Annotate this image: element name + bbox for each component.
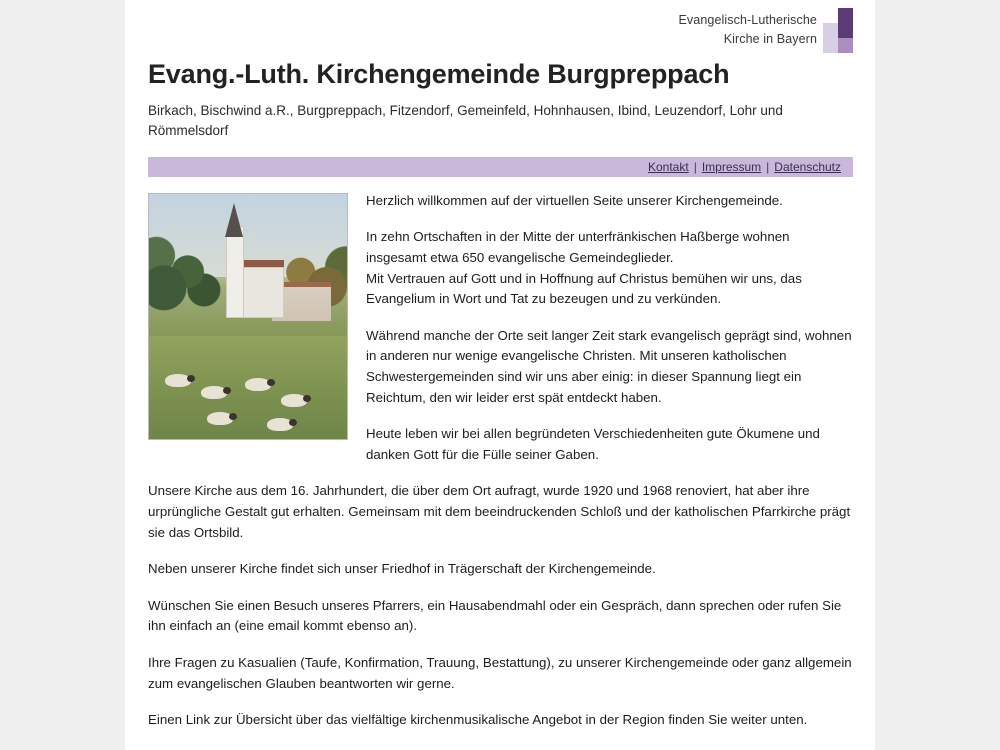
main-content (148, 58, 853, 747)
paragraph-ecumenism-today: Heute leben wir bei allen begründeten Verschiedenheiten gute Ökumene und danken Gott für die Fülle seiner Gaben. (366, 426, 820, 462)
photo-sheep (245, 378, 271, 391)
nav-separator: | (693, 159, 697, 174)
paragraph-mission: Mit Vertrauen auf Gott und in Hoffnung auf Christus bemühen wir uns, das Evangelium in Wort und Tat zu bezeugen und zu verkünden. (366, 270, 802, 307)
nav-separator: | (766, 159, 770, 174)
paragraph-pastor-visit: Wünschen Sie einen Besuch unseres Pfarrers, ein Hausabendmahl oder ein Gespräch, dann sprechen oder rufen Sie ihn einfach an (eine email kommt ebenso an). (148, 597, 842, 634)
content-sheet (125, 0, 875, 750)
logo-line-1: Evangelisch-Lutherische (678, 13, 817, 27)
nav-link-kontakt[interactable]: Kontakt (648, 159, 689, 174)
logo-square (823, 38, 838, 53)
logo-line-2: Kirche in Bayern (723, 32, 817, 47)
paragraph-music-link: Einen Link zur Übersicht über das vielfältige kirchenmusikalische Angebot in der Region finden Sie weiter unten. (148, 712, 808, 728)
logo-square (838, 38, 853, 53)
logo-text (679, 8, 818, 50)
logo-row-top (823, 8, 853, 23)
article-body (148, 191, 853, 731)
nav-bar (148, 157, 853, 177)
logo-square (838, 23, 853, 38)
photo-church-spire (225, 203, 243, 237)
logo-row-mid (823, 23, 853, 38)
photo-sheep (201, 386, 227, 399)
paragraph-members: In zehn Ortschaften in der Mitte der unterfränkischen Haßberge wohnen insgesamt etwa 650 evangelische Gemeindeglieder. (366, 229, 790, 265)
page-subtitle: Birkach, Bischwind a.R., Burgpreppach, Fitzendorf, Gemeinfeld, Hohnhausen, Ibind, Leuzendorf, Lohr und Römmelsdorf (148, 102, 783, 138)
photo-sheep (267, 418, 293, 431)
church-photo (148, 193, 348, 440)
nav-link-impressum[interactable]: Impressum (701, 159, 762, 174)
logo-row-bottom (823, 38, 853, 53)
paragraph-church-history: Unsere Kirche aus dem 16. Jahrhundert, die über dem Ort aufragt, wurde 1920 und 1968 renoviert, hat aber ihre urprüngliche Gestalt gut erhalten. Gemeinsam mit dem beeindruckenden Schloß und der katholischen Pfarrkirche prägt sie das Ortsbild. (148, 483, 851, 540)
paragraph-cemetery: Neben unserer Kirche findet sich unser Friedhof in Trägerschaft der Kirchengemeinde. (148, 561, 656, 577)
photo-sheep (281, 394, 307, 407)
nav-link-datenschutz[interactable]: Datenschutz (774, 159, 841, 174)
page-title: Evang.-Luth. Kirchengemeinde Burgpreppach (148, 59, 730, 89)
paragraph-ecumenism-context: Während manche der Orte seit langer Zeit stark evangelisch geprägt sind, wohnen in anderen nur wenige evangelische Christen. Mit unseren katholischen Schwestergemeinden sind wir uns aber einig: in dieser Spannung liegt ein Reichtum, den wir leider erst spät entdeckt haben. (366, 327, 852, 405)
photo-sheep (165, 374, 191, 387)
logo-square (838, 8, 853, 23)
logo-square (823, 23, 838, 38)
photo-church-tower (226, 226, 244, 319)
photo-sheep (207, 412, 233, 425)
logo-square (823, 8, 838, 23)
paragraph-questions: Ihre Fragen zu Kasualien (Taufe, Konfirmation, Trauung, Bestattung), zu unserer Kirchengemeinde oder ganz allgemein zum evangelischen Glauben beantworten wir gerne. (148, 655, 852, 691)
landeskirche-logo (679, 8, 854, 53)
paragraph-welcome: Herzlich willkommen auf der virtuellen Seite unserer Kirchengemeinde. (366, 192, 783, 208)
logo-squares-icon (823, 8, 853, 53)
